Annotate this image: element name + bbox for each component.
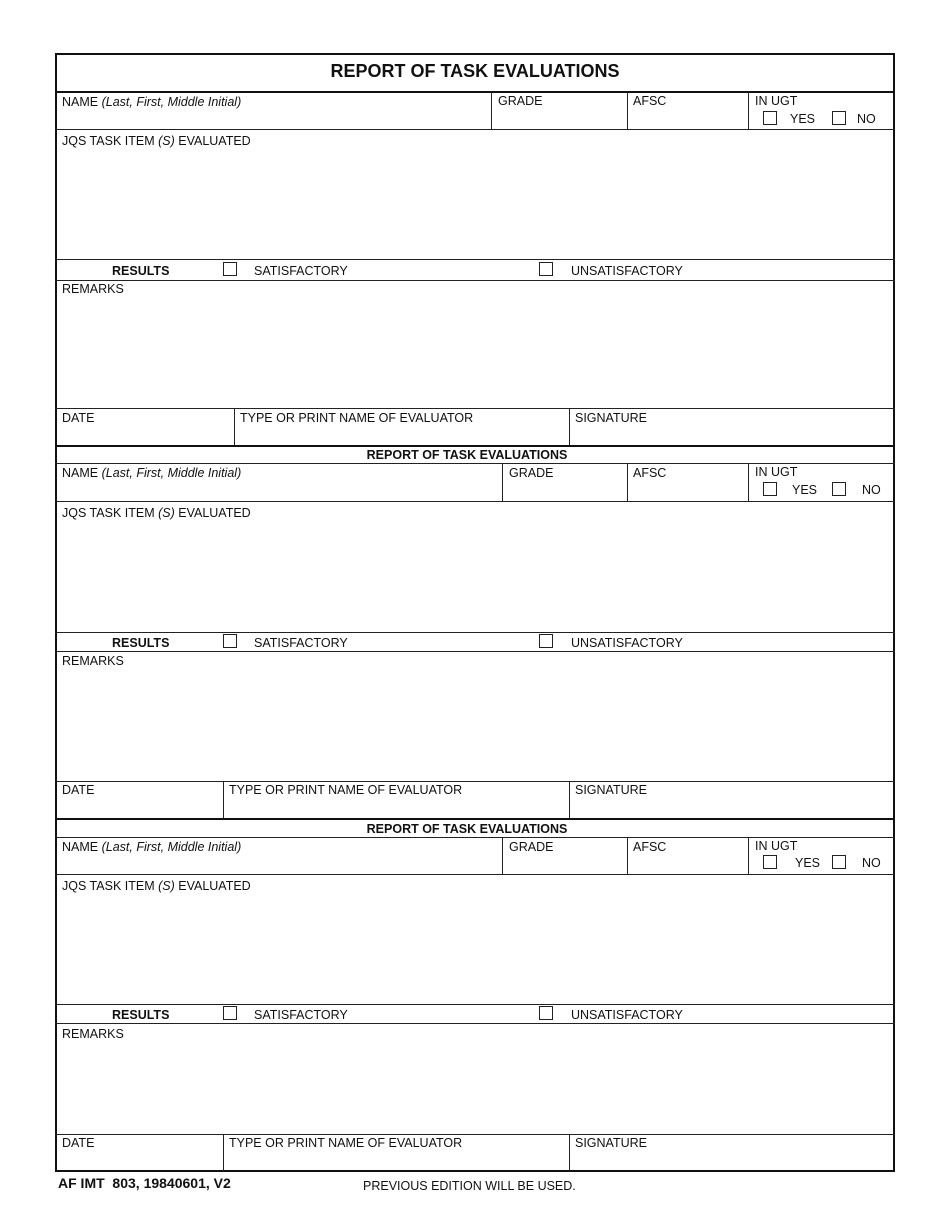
section-2-remarks-label: REMARKS: [62, 654, 124, 668]
section-3-ugt-yes-label: YES: [795, 856, 821, 870]
section-1-remarks-field[interactable]: [57, 298, 891, 406]
section-3-results-label: RESULTS: [112, 1008, 170, 1022]
section-3-grade-divider: [502, 837, 503, 874]
section-1-signature-divider: [569, 408, 570, 446]
section-1-name-label: NAME (Last, First, Middle Initial): [62, 95, 242, 109]
section-1-name-field[interactable]: [57, 110, 490, 128]
section-3-jqs-bottom: [55, 1004, 895, 1005]
form-bottom-border: [55, 1170, 895, 1172]
section-1-title: REPORT OF TASK EVALUATIONS: [330, 61, 620, 81]
section-1-ugt-no-checkbox[interactable]: [832, 111, 846, 125]
section-1-afsc-divider: [627, 92, 628, 129]
section-2-afsc-label: AFSC: [633, 466, 667, 480]
section-2-jqs-label: JQS TASK ITEM (S) EVALUATED: [62, 506, 251, 520]
section-1-jqs-bottom: [55, 259, 895, 260]
section-1-ugt-no-label: NO: [857, 112, 876, 126]
section-3-unsatisfactory-label: UNSATISFACTORY: [571, 1008, 683, 1022]
section-1-date-label: DATE: [62, 411, 95, 425]
section-1-unsatisfactory-label: UNSATISFACTORY: [571, 264, 683, 278]
section-2-name-row-bottom: [55, 501, 895, 502]
section-2-name-field[interactable]: [57, 482, 501, 500]
section-2-jqs-bottom: [55, 632, 895, 633]
section-2-afsc-divider: [627, 463, 628, 501]
section-3-name-field[interactable]: [57, 855, 501, 873]
section-2-results-bottom: [55, 651, 895, 652]
section-3-evaluator-label: TYPE OR PRINT NAME OF EVALUATOR: [229, 1136, 463, 1150]
section-2-signature-field[interactable]: [571, 799, 891, 817]
section-3-date-label: DATE: [62, 1136, 95, 1150]
section-1-signature-label: SIGNATURE: [575, 411, 647, 425]
section-3-in-ugt-label: IN UGT: [755, 839, 798, 853]
section-2-satisfactory-checkbox[interactable]: [223, 634, 237, 648]
section-1-satisfactory-checkbox[interactable]: [223, 262, 237, 276]
section-1-date-field[interactable]: [57, 427, 232, 445]
section-2-signature-label: SIGNATURE: [575, 783, 647, 797]
section-3-signature-label: SIGNATURE: [575, 1136, 647, 1150]
section-1-remarks-bottom: [55, 408, 895, 409]
section-3-ugt-yes-checkbox[interactable]: [763, 855, 777, 869]
section-3-unsatisfactory-checkbox[interactable]: [539, 1006, 553, 1020]
section-1-jqs-field[interactable]: [57, 150, 891, 258]
section-2-grade-divider: [502, 463, 503, 501]
section-3-ugt-no-label: NO: [862, 856, 881, 870]
section-1-satisfactory-label: SATISFACTORY: [254, 264, 348, 278]
section-2-signature-divider: [569, 781, 570, 819]
section-1-ugt-yes-label: YES: [790, 112, 816, 126]
section-3-afsc-label: AFSC: [633, 840, 667, 854]
section-2-date-label: DATE: [62, 783, 95, 797]
section-3-name-label: NAME (Last, First, Middle Initial): [62, 840, 242, 854]
section-3-evaluator-field[interactable]: [225, 1151, 568, 1169]
section-2-evaluator-field[interactable]: [225, 799, 568, 817]
section-1-grade-field[interactable]: [493, 110, 626, 128]
section-2-name-label: NAME (Last, First, Middle Initial): [62, 466, 242, 480]
section-2-grade-field[interactable]: [504, 482, 626, 500]
section-3-grade-label: GRADE: [509, 840, 554, 854]
section-1-ugt-yes-checkbox[interactable]: [763, 111, 777, 125]
section-2-date-divider: [223, 781, 224, 819]
section-2-unsatisfactory-label: UNSATISFACTORY: [571, 636, 683, 650]
section-3-afsc-field[interactable]: [629, 855, 747, 873]
section-3-results-bottom: [55, 1023, 895, 1024]
section-1-remarks-label: REMARKS: [62, 282, 124, 296]
section-1-title-divider: [55, 91, 895, 93]
section-1-unsatisfactory-checkbox[interactable]: [539, 262, 553, 276]
section-3-remarks-label: REMARKS: [62, 1027, 124, 1041]
section-1-bottom: [55, 445, 895, 447]
section-2-afsc-field[interactable]: [629, 482, 747, 500]
section-3-title: REPORT OF TASK EVALUATIONS: [366, 822, 568, 836]
section-1-results-label: RESULTS: [112, 264, 170, 278]
section-2-remarks-field[interactable]: [57, 670, 891, 778]
section-3-title-divider: [55, 837, 895, 838]
form-id: AF IMT 803, 19840601, V2: [58, 1175, 231, 1191]
section-3-grade-field[interactable]: [504, 855, 626, 873]
section-2-remarks-bottom: [55, 781, 895, 782]
section-3-ugt-no-checkbox[interactable]: [832, 855, 846, 869]
section-1-evaluator-label: TYPE OR PRINT NAME OF EVALUATOR: [240, 411, 474, 425]
section-2-results-label: RESULTS: [112, 636, 170, 650]
section-3-date-divider: [223, 1134, 224, 1171]
section-2-title-divider: [55, 463, 895, 464]
section-1-evaluator-field[interactable]: [236, 427, 568, 445]
section-3-signature-field[interactable]: [571, 1151, 891, 1169]
section-3-date-field[interactable]: [57, 1151, 221, 1169]
section-1-results-bottom: [55, 280, 895, 281]
section-2-unsatisfactory-checkbox[interactable]: [539, 634, 553, 648]
section-1-in-ugt-label: IN UGT: [755, 94, 798, 108]
section-2-ugt-no-label: NO: [862, 483, 881, 497]
section-3-satisfactory-label: SATISFACTORY: [254, 1008, 348, 1022]
section-3-jqs-field[interactable]: [57, 895, 891, 1003]
section-2-grade-label: GRADE: [509, 466, 554, 480]
section-1-afsc-field[interactable]: [629, 110, 747, 128]
section-2-date-field[interactable]: [57, 799, 221, 817]
section-2-ugt-divider: [748, 463, 749, 501]
section-2-ugt-yes-checkbox[interactable]: [763, 482, 777, 496]
section-2-jqs-field[interactable]: [57, 522, 891, 630]
form-top-border: [55, 53, 895, 55]
section-1-grade-divider: [491, 92, 492, 129]
section-3-remarks-bottom: [55, 1134, 895, 1135]
section-2-evaluator-label: TYPE OR PRINT NAME OF EVALUATOR: [229, 783, 463, 797]
section-3-afsc-divider: [627, 837, 628, 874]
section-1-grade-label: GRADE: [498, 94, 543, 108]
section-3-jqs-label: JQS TASK ITEM (S) EVALUATED: [62, 879, 251, 893]
section-2-bottom: [55, 818, 895, 820]
section-2-title: REPORT OF TASK EVALUATIONS: [366, 448, 568, 462]
section-1-date-divider: [234, 408, 235, 446]
edition-note: PREVIOUS EDITION WILL BE USED.: [363, 1179, 576, 1193]
section-2-satisfactory-label: SATISFACTORY: [254, 636, 348, 650]
section-2-ugt-yes-label: YES: [792, 483, 818, 497]
section-3-satisfactory-checkbox[interactable]: [223, 1006, 237, 1020]
section-3-remarks-field[interactable]: [57, 1043, 891, 1133]
section-2-ugt-no-checkbox[interactable]: [832, 482, 846, 496]
section-3-signature-divider: [569, 1134, 570, 1171]
section-2-in-ugt-label: IN UGT: [755, 465, 798, 479]
section-1-ugt-divider: [748, 92, 749, 129]
section-1-name-row-bottom: [55, 129, 895, 130]
section-3-name-row-bottom: [55, 874, 895, 875]
section-1-signature-field[interactable]: [571, 427, 891, 445]
section-1-afsc-label: AFSC: [633, 94, 667, 108]
section-3-ugt-divider: [748, 837, 749, 874]
section-1-jqs-label: JQS TASK ITEM (S) EVALUATED: [62, 134, 251, 148]
